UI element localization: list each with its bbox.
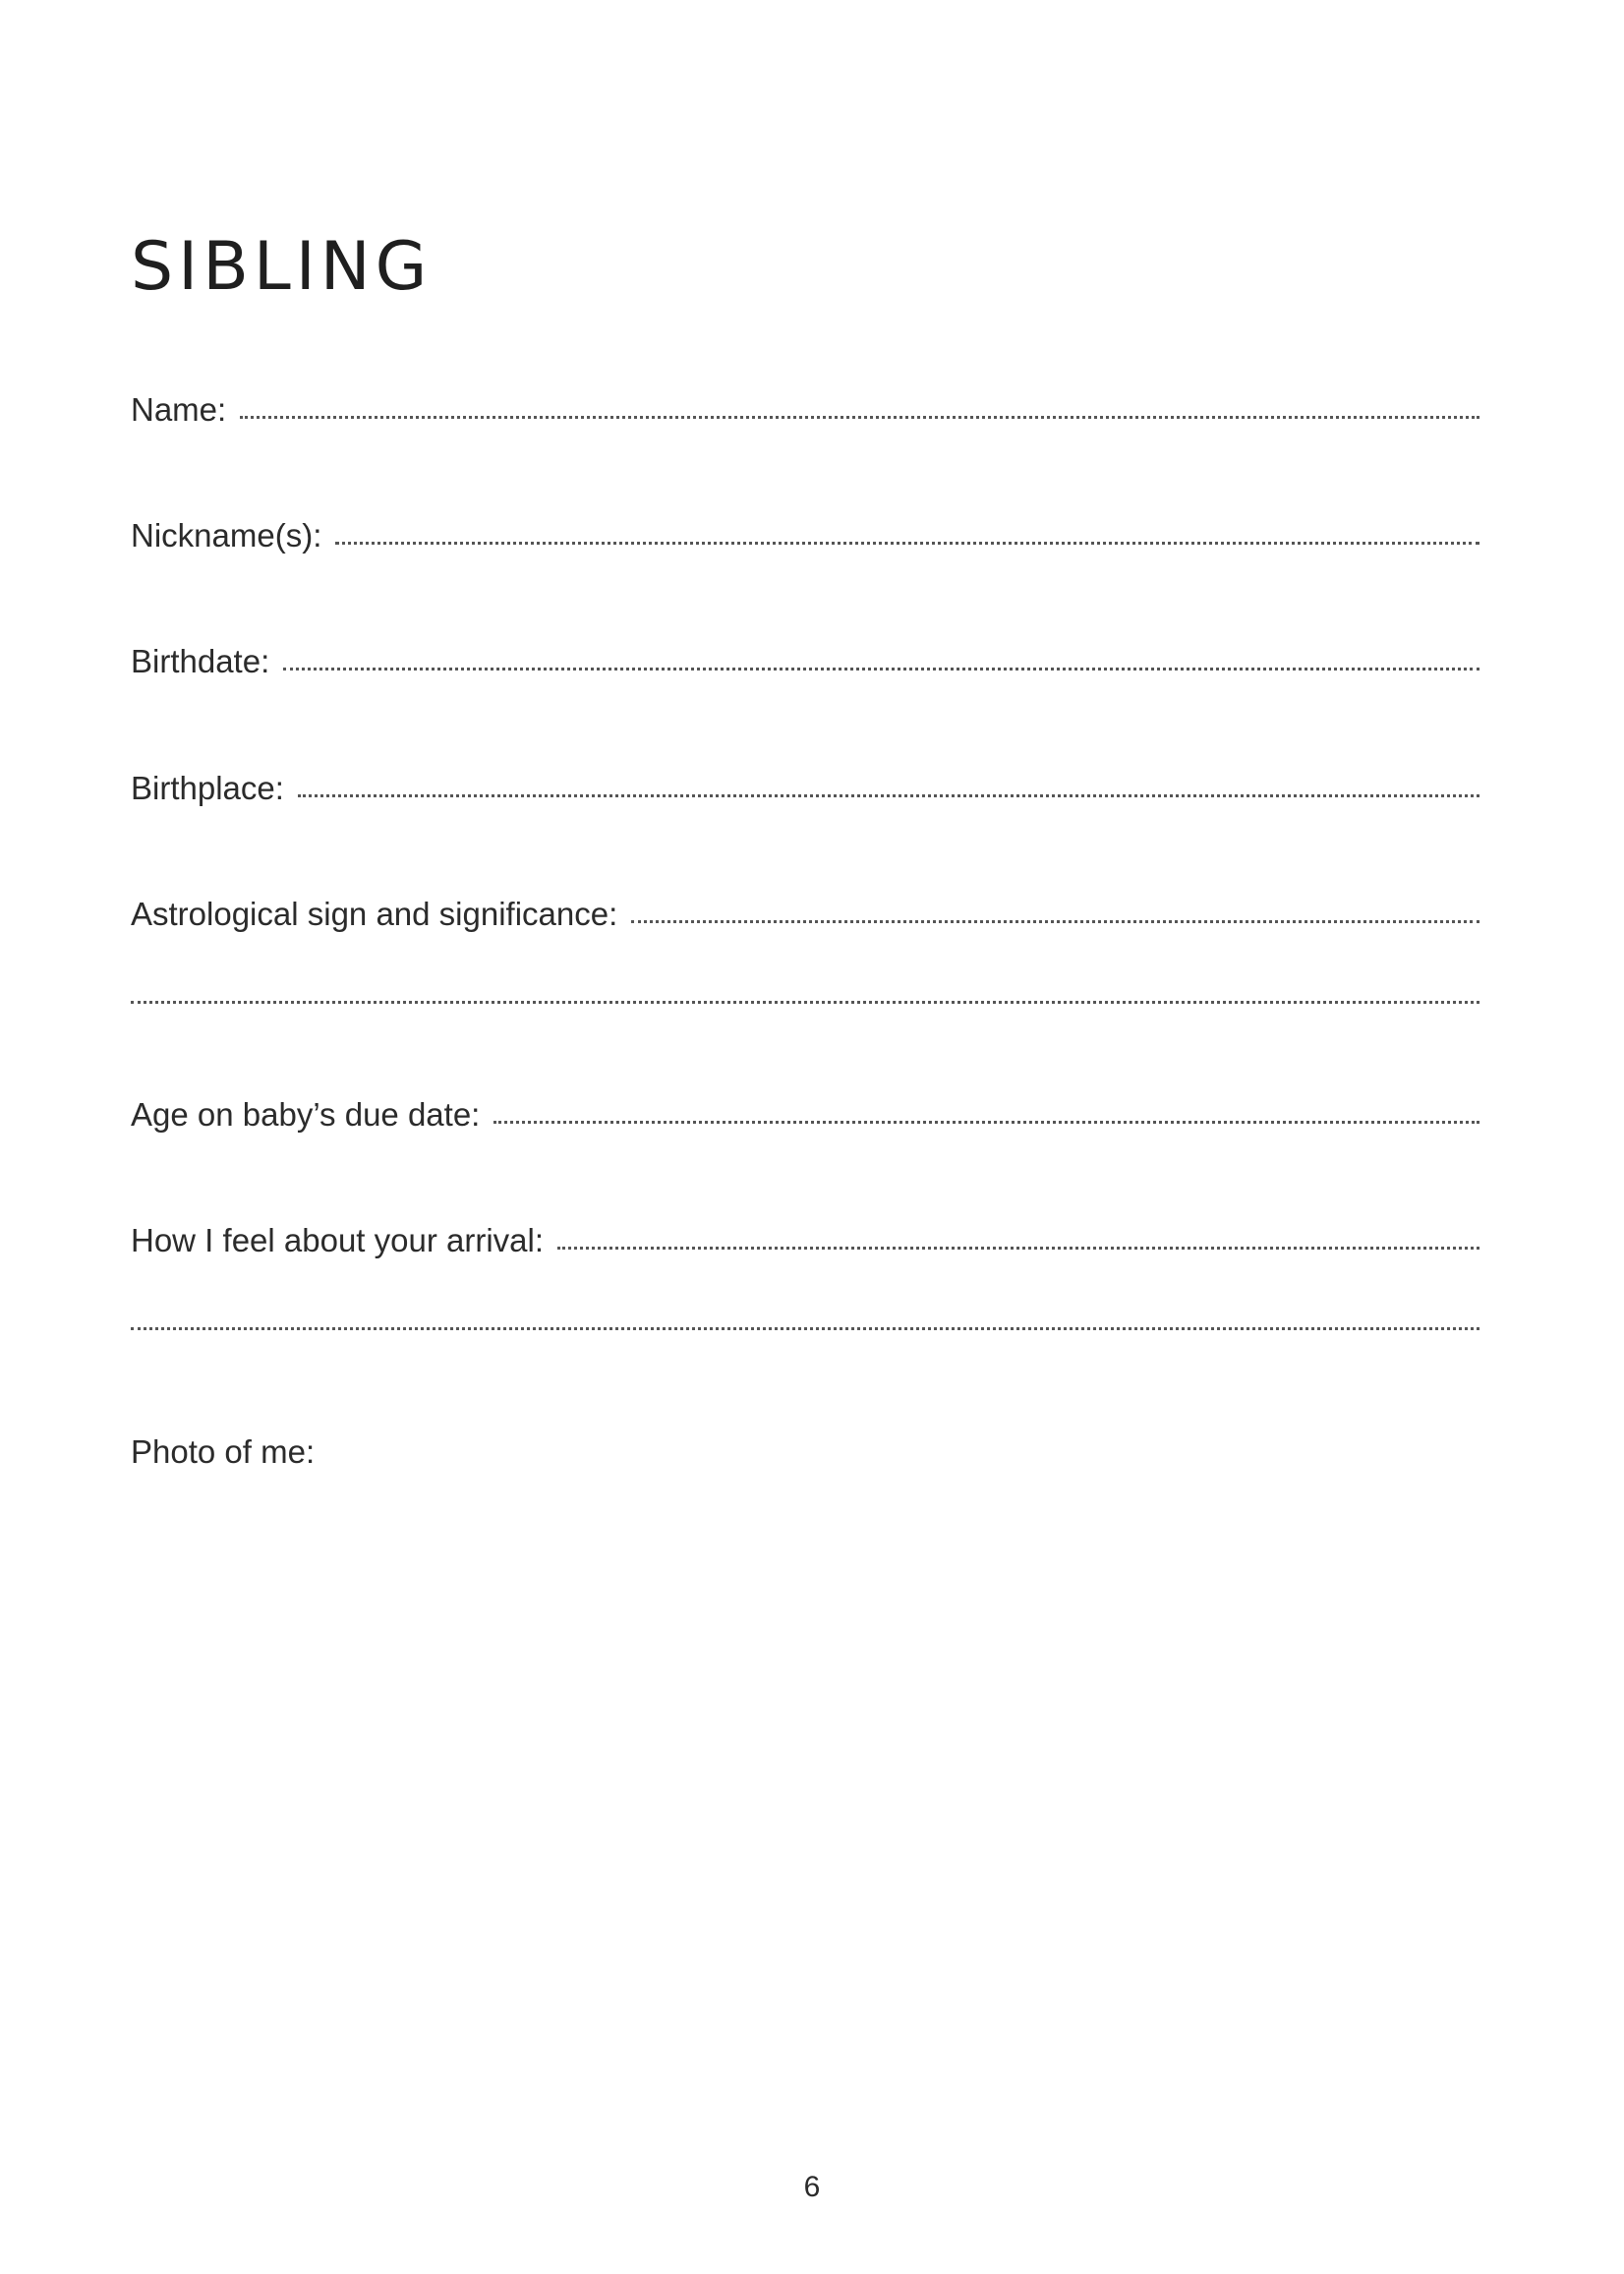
feelings-label: How I feel about your arrival: — [131, 1222, 545, 1258]
photo-label: Photo of me: — [131, 1433, 316, 1470]
astrological-write-line[interactable] — [631, 920, 1479, 923]
page-number: 6 — [803, 2171, 821, 2203]
nicknames-field — [131, 519, 1479, 562]
page-title: SIBLING — [131, 228, 433, 306]
feelings-continuation-line[interactable] — [131, 1327, 1479, 1330]
astrological-continuation-line[interactable] — [131, 1001, 1479, 1004]
astrological-label: Astrological sign and significance: — [131, 896, 618, 932]
feelings-write-line[interactable] — [557, 1247, 1479, 1250]
birthplace-label: Birthplace: — [131, 770, 284, 806]
age-on-due-date-write-line[interactable] — [493, 1121, 1479, 1124]
birthdate-label: Birthdate: — [131, 643, 270, 679]
astrological-field — [131, 898, 1479, 941]
name-field — [131, 393, 1479, 437]
photo-area[interactable] — [131, 1494, 1479, 2045]
name-label: Name: — [131, 391, 227, 428]
age-on-due-date-label: Age on baby’s due date: — [131, 1096, 481, 1133]
feelings-field — [131, 1224, 1479, 1267]
birthplace-write-line[interactable] — [298, 794, 1479, 797]
birthplace-field — [131, 772, 1479, 815]
age-on-due-date-field — [131, 1098, 1479, 1141]
nicknames-label: Nickname(s): — [131, 517, 322, 554]
birthdate-write-line[interactable] — [283, 668, 1479, 671]
name-write-line[interactable] — [240, 416, 1479, 419]
nicknames-write-line[interactable] — [335, 542, 1479, 545]
birthdate-field — [131, 645, 1479, 688]
